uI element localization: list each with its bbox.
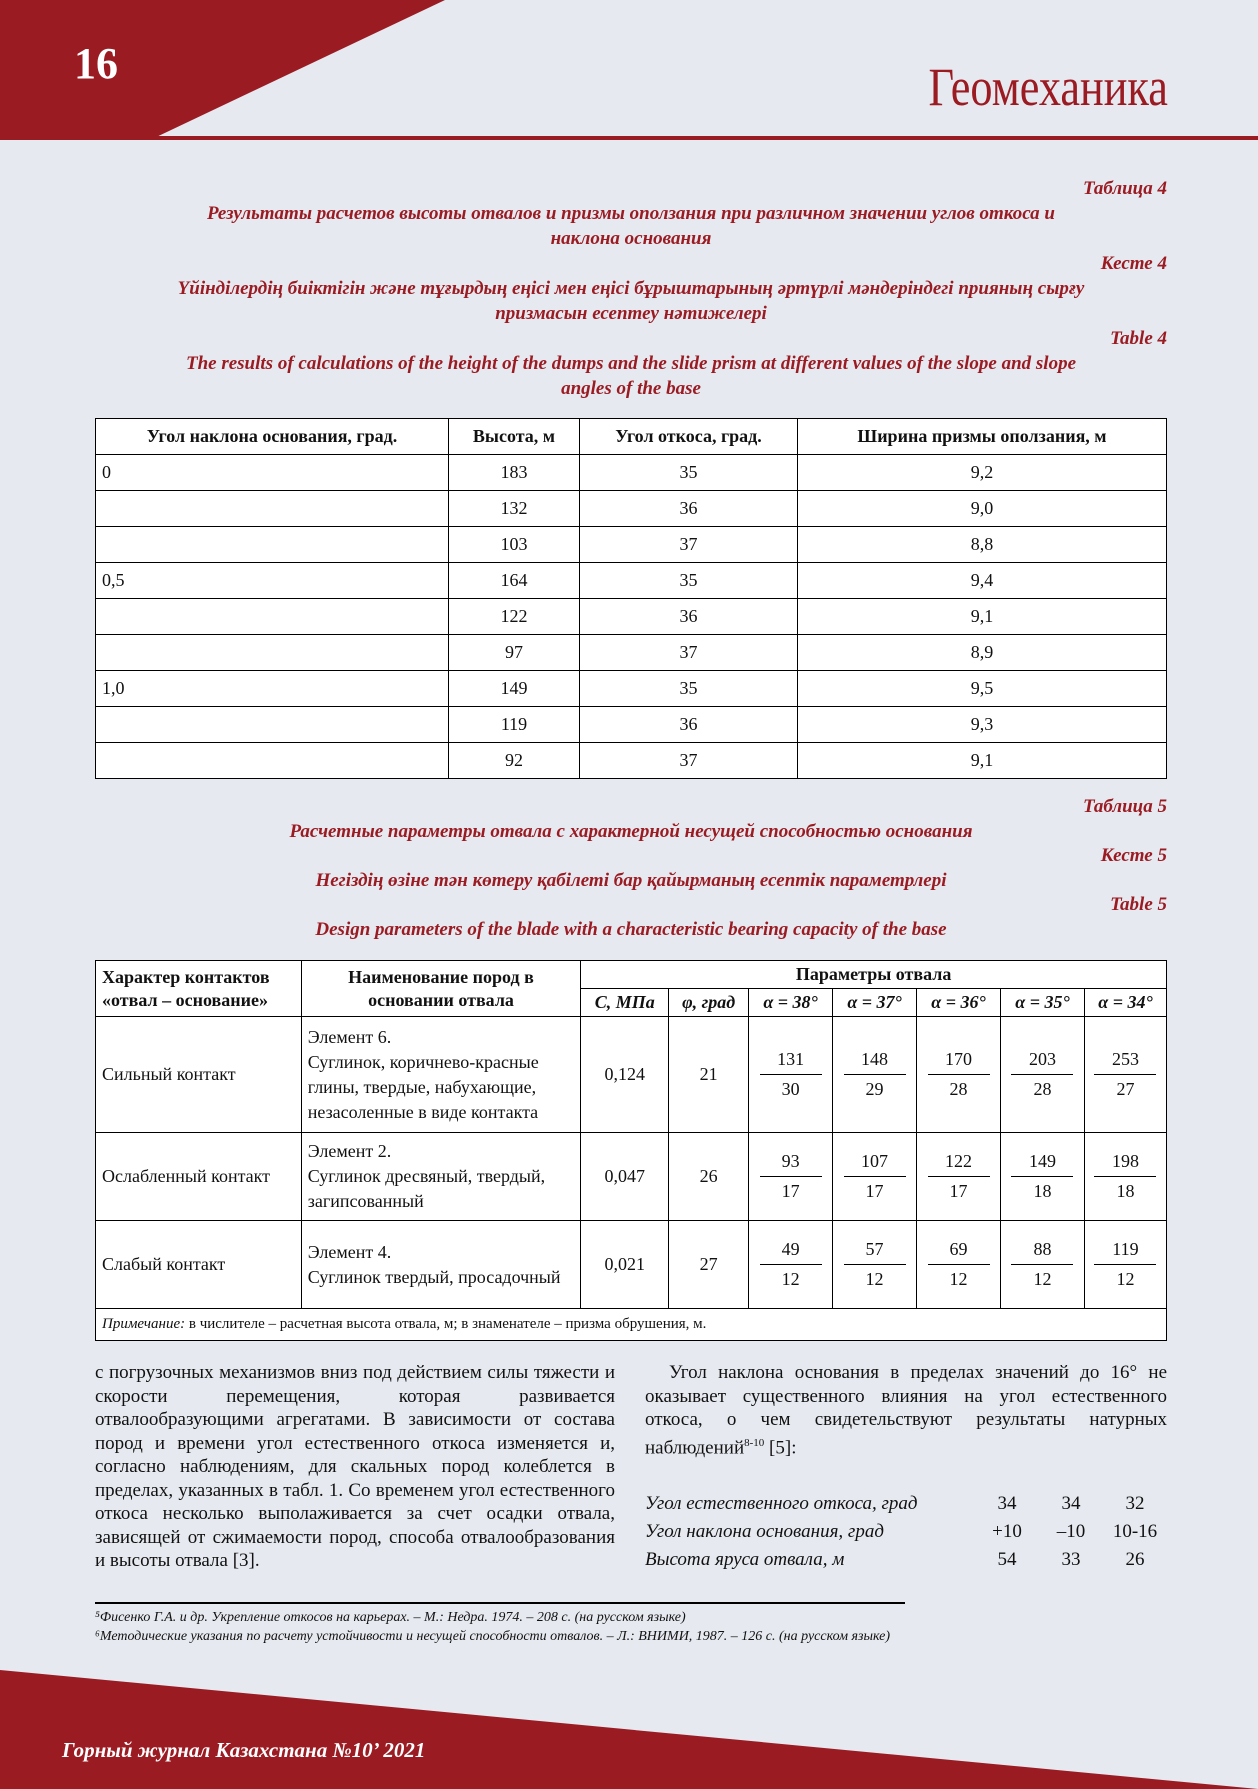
page-number: 16 <box>74 39 118 88</box>
table-cell-c: 0,021 <box>581 1221 669 1309</box>
table-row <box>96 743 1167 779</box>
table-row <box>96 491 1167 527</box>
footnotes <box>95 1608 890 1646</box>
table4-title-kz: Үйінділердің биіктігін және тұғырдың еңісі мен еңісі бұрыштарының әртүрлі мәндеріндегі прияның сырғу призмасын есептеу нәтижелері <box>177 278 1085 324</box>
table-cell-fraction <box>749 1133 833 1221</box>
table-cell-c: 0,124 <box>581 1017 669 1133</box>
table-row <box>96 599 1167 635</box>
table-cell-contact: Слабый контакт <box>96 1221 302 1309</box>
table-row <box>645 1546 1167 1574</box>
table-cell-c: 0,047 <box>581 1133 669 1221</box>
table5-header-rock: Наименование пород в основании отвала <box>301 961 581 1017</box>
fraction-denominator: 28 <box>949 1079 968 1099</box>
table-cell-rock <box>301 1017 581 1133</box>
table-cell-rock <box>301 1221 581 1309</box>
fraction-denominator: 12 <box>949 1269 968 1289</box>
table4-label-kz: Кесте 4 <box>1100 253 1167 274</box>
table-row <box>96 527 1167 563</box>
table-cell-fraction <box>749 1017 833 1133</box>
table-cell: 37 <box>580 743 798 779</box>
param-value: 54 <box>997 1549 1017 1570</box>
param-value: 33 <box>1061 1549 1081 1570</box>
table-row <box>96 1017 1167 1133</box>
table5-label-en: Table 5 <box>1110 894 1167 915</box>
table4-caption <box>95 176 1167 401</box>
right-paragraph-sup: 8-10 <box>744 1436 765 1449</box>
table5-caption <box>95 795 1167 942</box>
table-cell: 1,0 <box>96 671 449 707</box>
fraction-denominator: 12 <box>1033 1269 1052 1289</box>
fraction-numerator: 148 <box>844 1047 906 1075</box>
fraction-denominator: 12 <box>865 1269 884 1289</box>
param-value: 10-16 <box>1112 1521 1158 1542</box>
fraction-numerator: 253 <box>1094 1047 1156 1075</box>
table5-title-ru: Расчетные параметры отвала с характерной несущей способностью основания <box>289 820 973 842</box>
table-note-row <box>96 1309 1167 1341</box>
param-value: 32 <box>1125 1493 1145 1514</box>
table-cell-phi: 26 <box>669 1133 749 1221</box>
fraction-denominator: 18 <box>1033 1181 1052 1201</box>
rock-description: Суглинок твердый, просадочный <box>307 1266 561 1287</box>
fraction-denominator: 12 <box>781 1269 800 1289</box>
rock-description: Суглинок, коричнево-красные глины, твердые, набухающие, незасоленные в виде контакта <box>307 1051 539 1122</box>
footer-bar <box>0 1670 1258 1789</box>
table4-header-row <box>96 419 1167 455</box>
table-cell-fraction <box>1000 1221 1084 1309</box>
table-row <box>96 707 1167 743</box>
table-cell-fraction <box>1084 1221 1166 1309</box>
table-cell: 92 <box>449 743 580 779</box>
table-cell-fraction <box>833 1017 917 1133</box>
table-cell-rock <box>301 1133 581 1221</box>
rock-description: Суглинок дресвяный, твердый, загипсованный <box>307 1166 546 1211</box>
left-paragraph: с погрузочных механизмов вниз под действием силы тяжести и скорости перемещения, которая развивается отвалообразующими агрегатами. В зависимости от состава пород и времени угол естественного откоса изменяется и, согласно наблюдениям, для скальных пород колеблется в пределах, указанных в табл. 1. Со временем угол естественного откоса несколько выполаживается за счет осадки отвала, зависящей от сжимаемости пород, способа отвалообразования и высоты отвала [3]. <box>95 1362 615 1571</box>
table4-label-en: Table 4 <box>1110 328 1167 349</box>
table-cell <box>96 635 449 671</box>
section-title: Геомеханика <box>928 57 1168 117</box>
footnote: ⁵Фисенко Г.А. и др. Укрепление откосов на карьерах. – М.: Недра. 1974. – 208 с. (на русском языке) <box>95 1610 686 1625</box>
table-cell-phi: 21 <box>669 1017 749 1133</box>
table-row <box>96 1133 1167 1221</box>
fraction-numerator: 107 <box>844 1149 906 1177</box>
table-row <box>645 1490 1167 1518</box>
table4-title-ru: Результаты расчетов высоты отвалов и призмы оползания при различном значении углов откоса и наклона основания <box>207 203 1055 249</box>
note-text: в числителе – расчетная высота отвала, м; в знаменателе – призма обрушения, м. <box>185 1316 707 1332</box>
rock-element: Элемент 4. <box>307 1241 392 1262</box>
table-cell-fraction <box>833 1221 917 1309</box>
table5-label-ru: Таблица 5 <box>1082 796 1167 817</box>
fraction-numerator: 57 <box>844 1237 906 1265</box>
observation-table <box>645 1490 1167 1574</box>
table-cell: 0,5 <box>96 563 449 599</box>
param-value: –10 <box>1056 1521 1086 1542</box>
table-cell-fraction <box>917 1133 1001 1221</box>
fraction-numerator: 149 <box>1011 1149 1073 1177</box>
fraction-numerator: 203 <box>1011 1047 1073 1075</box>
right-paragraph-ref: [5]: <box>764 1436 797 1458</box>
table4-header: Высота, м <box>449 419 580 455</box>
table5-header-contact: Характер контактов «отвал – основание» <box>96 961 302 1017</box>
table4-header: Ширина призмы оползания, м <box>798 419 1167 455</box>
fraction-numerator: 93 <box>760 1149 822 1177</box>
table-cell: 37 <box>580 635 798 671</box>
fraction-numerator: 69 <box>928 1237 990 1265</box>
fraction-denominator: 30 <box>781 1079 800 1099</box>
param-label: Угол наклона основания, град <box>645 1521 884 1542</box>
table-cell: 9,3 <box>798 707 1167 743</box>
table-cell-contact: Ослабленный контакт <box>96 1133 302 1221</box>
fraction-numerator: 49 <box>760 1237 822 1265</box>
table-cell: 119 <box>449 707 580 743</box>
table-cell-fraction <box>917 1221 1001 1309</box>
fraction-denominator: 17 <box>865 1181 884 1201</box>
table4-header: Угол откоса, град. <box>580 419 798 455</box>
table5-title-kz: Негіздің өзіне тән көтеру қабілеті бар қайырманың есептік параметрлері <box>315 869 947 891</box>
footnote-divider <box>95 1602 905 1604</box>
fraction-denominator: 17 <box>781 1181 800 1201</box>
table-row <box>96 1221 1167 1309</box>
right-paragraph-text: Угол наклона основания в пределах значений до 16° не оказывает существенного влияния на угол естественного откоса, о чем свидетельствуют результаты натурных наблюдений <box>645 1362 1167 1458</box>
table5-header-phi: φ, град <box>669 989 749 1017</box>
table4-title-en: The results of calculations of the height of the dumps and the slide prism at different values of the slope and slope angles of the base <box>185 353 1077 399</box>
fraction-numerator: 119 <box>1094 1237 1156 1265</box>
fraction-denominator: 18 <box>1116 1181 1135 1201</box>
table5-header-alpha: α = 34° <box>1084 989 1166 1017</box>
table5-header-alpha: α = 38° <box>749 989 833 1017</box>
table5-note <box>96 1309 1167 1341</box>
table-cell-phi: 27 <box>669 1221 749 1309</box>
table5-header-alpha: α = 37° <box>833 989 917 1017</box>
table4 <box>95 418 1167 779</box>
fraction-denominator: 28 <box>1033 1079 1052 1099</box>
footnote: ⁶Методические указания по расчету устойчивости и несущей способности отвалов. – Л.: ВНИМИ, 1987. – 126 с. (на русском языке) <box>95 1629 891 1644</box>
table-cell: 9,1 <box>798 743 1167 779</box>
table-row <box>645 1518 1167 1546</box>
fraction-denominator: 27 <box>1116 1079 1135 1099</box>
table-cell: 8,9 <box>798 635 1167 671</box>
table5-header-params: Параметры отвала <box>581 961 1167 989</box>
table-cell: 9,5 <box>798 671 1167 707</box>
param-value: 34 <box>997 1493 1017 1514</box>
fraction-numerator: 122 <box>928 1149 990 1177</box>
table-cell: 35 <box>580 671 798 707</box>
table-row <box>96 635 1167 671</box>
table-cell-fraction <box>1084 1133 1166 1221</box>
table5-header-alpha: α = 35° <box>1000 989 1084 1017</box>
table-cell: 183 <box>449 455 580 491</box>
param-value: 26 <box>1125 1549 1145 1570</box>
table4-header: Угол наклона основания, град. <box>96 419 449 455</box>
param-value: 34 <box>1061 1493 1081 1514</box>
table-cell: 8,8 <box>798 527 1167 563</box>
table-cell: 9,2 <box>798 455 1167 491</box>
fraction-denominator: 12 <box>1116 1269 1135 1289</box>
table5-header-alpha: α = 36° <box>917 989 1001 1017</box>
note-label: Примечание: <box>102 1316 186 1332</box>
fraction-numerator: 88 <box>1011 1237 1073 1265</box>
table-cell: 149 <box>449 671 580 707</box>
table-cell-fraction <box>917 1017 1001 1133</box>
table-cell: 35 <box>580 455 798 491</box>
table-cell: 97 <box>449 635 580 671</box>
table-cell-contact: Сильный контакт <box>96 1017 302 1133</box>
table-cell: 36 <box>580 491 798 527</box>
param-label: Угол естественного откоса, град <box>645 1493 918 1514</box>
table-cell: 36 <box>580 707 798 743</box>
table-cell-fraction <box>1084 1017 1166 1133</box>
journal-title: Горный журнал Казахстана №10’ 2021 <box>62 1738 426 1762</box>
param-value: +10 <box>992 1521 1022 1542</box>
table-cell: 132 <box>449 491 580 527</box>
table-cell: 9,4 <box>798 563 1167 599</box>
table-cell <box>96 743 449 779</box>
table5-title-en: Design parameters of the blade with a characteristic bearing capacity of the base <box>315 918 947 940</box>
table-cell: 9,0 <box>798 491 1167 527</box>
table-row <box>96 563 1167 599</box>
table-cell: 122 <box>449 599 580 635</box>
rock-element: Элемент 6. <box>307 1026 392 1047</box>
table-cell <box>96 599 449 635</box>
table-cell-fraction <box>1000 1133 1084 1221</box>
table5-header-c: C, МПа <box>581 989 669 1017</box>
table5-header-row <box>96 961 1167 989</box>
table-cell: 0 <box>96 455 449 491</box>
rock-element: Элемент 2. <box>307 1141 392 1161</box>
fraction-numerator: 170 <box>928 1047 990 1075</box>
fraction-denominator: 17 <box>949 1181 968 1201</box>
fraction-numerator: 198 <box>1094 1149 1156 1177</box>
table-row <box>96 671 1167 707</box>
table-row <box>96 455 1167 491</box>
table-cell-fraction <box>1000 1017 1084 1133</box>
table4-label-ru: Таблица 4 <box>1082 178 1167 199</box>
table-cell: 9,1 <box>798 599 1167 635</box>
table-cell: 37 <box>580 527 798 563</box>
fraction-numerator: 131 <box>760 1047 822 1075</box>
table5-label-kz: Кесте 5 <box>1100 845 1167 866</box>
table5 <box>95 960 1167 1341</box>
fraction-denominator: 29 <box>865 1079 884 1099</box>
right-paragraph <box>645 1361 1167 1459</box>
param-label: Высота яруса отвала, м <box>645 1549 845 1570</box>
table-cell: 35 <box>580 563 798 599</box>
table-cell: 36 <box>580 599 798 635</box>
table-cell: 103 <box>449 527 580 563</box>
table-cell <box>96 527 449 563</box>
table-cell-fraction <box>749 1221 833 1309</box>
table-cell <box>96 491 449 527</box>
table-cell <box>96 707 449 743</box>
table-cell-fraction <box>833 1133 917 1221</box>
table-cell: 164 <box>449 563 580 599</box>
